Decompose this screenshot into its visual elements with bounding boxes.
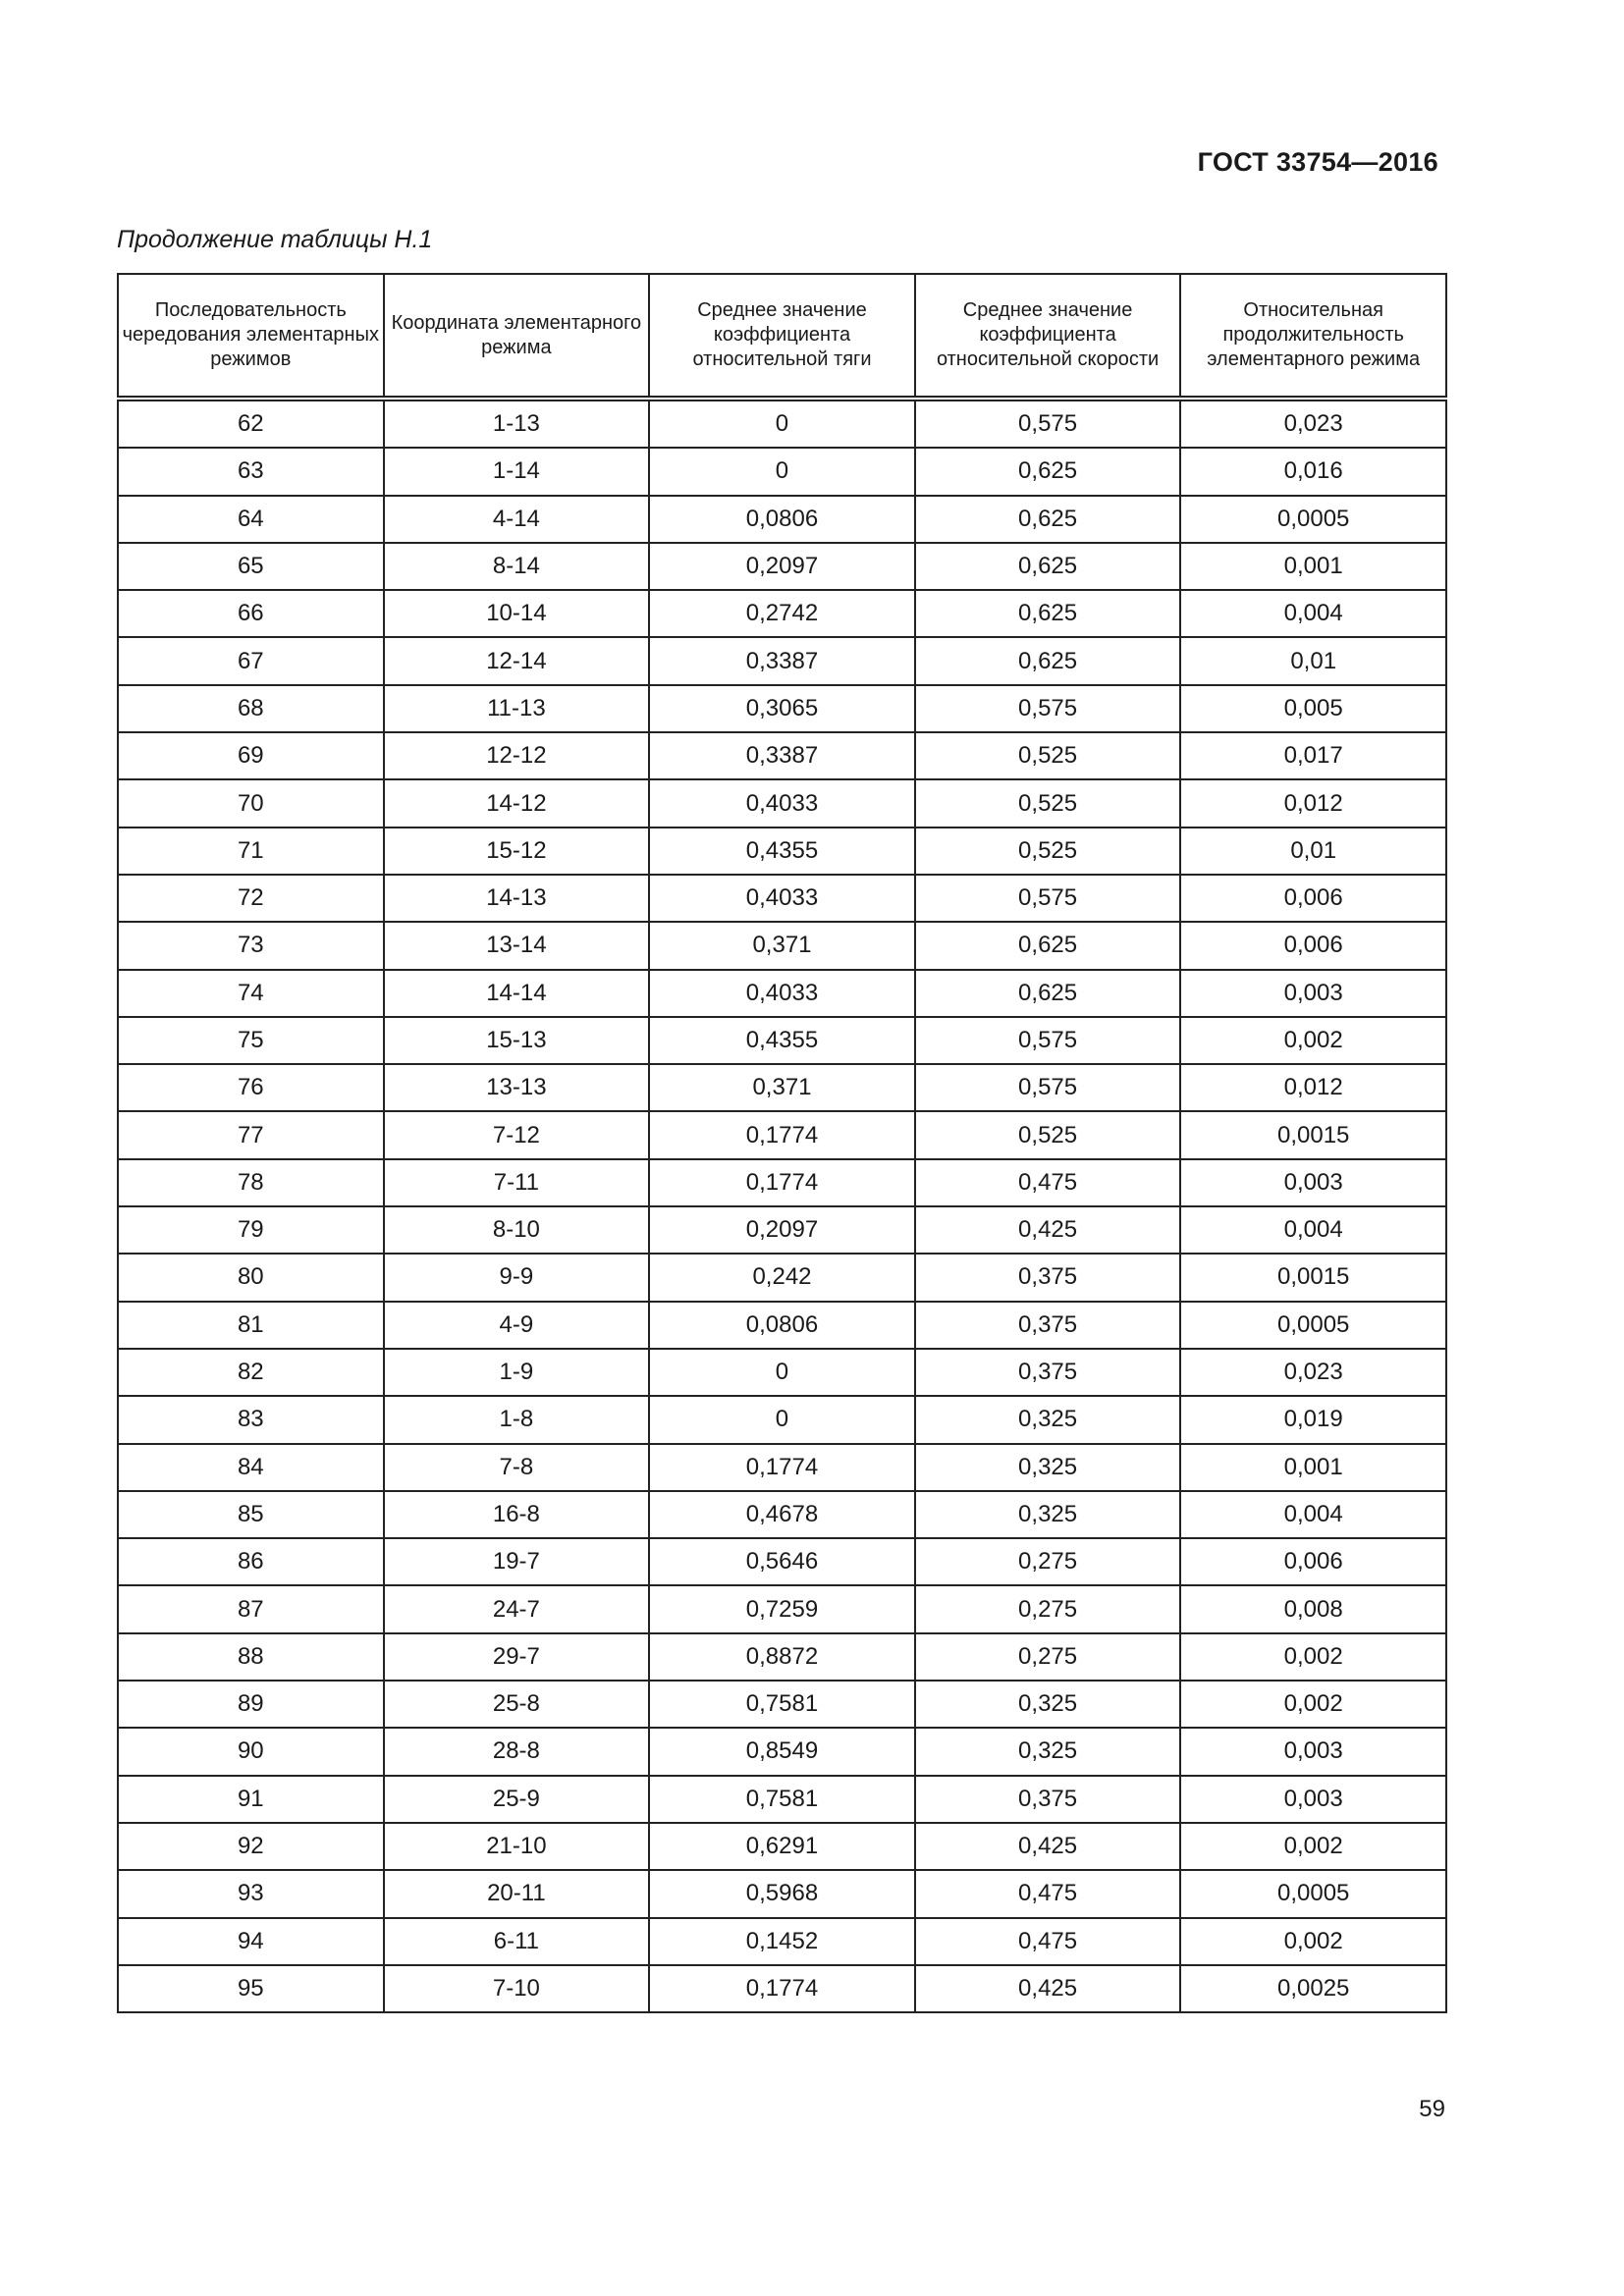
cell-speed: 0,375 <box>915 1302 1181 1349</box>
table-row <box>118 1585 1446 1632</box>
cell-speed: 0,425 <box>915 1965 1181 2012</box>
cell-duration: 0,004 <box>1180 590 1446 637</box>
cell-duration: 0,006 <box>1180 1538 1446 1585</box>
cell-thrust: 0,4033 <box>649 875 915 922</box>
cell-duration: 0,003 <box>1180 1776 1446 1823</box>
cell-thrust: 0,4678 <box>649 1491 915 1538</box>
cell-duration: 0,008 <box>1180 1585 1446 1632</box>
cell-thrust: 0,3387 <box>649 637 915 684</box>
table-row <box>118 1870 1446 1917</box>
cell-coordinate: 15-13 <box>384 1017 650 1064</box>
table-row <box>118 1823 1446 1870</box>
cell-coordinate: 1-9 <box>384 1349 650 1396</box>
cell-thrust: 0 <box>649 1396 915 1443</box>
cell-speed: 0,625 <box>915 543 1181 590</box>
cell-thrust: 0 <box>649 1349 915 1396</box>
cell-thrust: 0,7581 <box>649 1776 915 1823</box>
cell-sequence: 72 <box>118 875 384 922</box>
cell-speed: 0,575 <box>915 685 1181 732</box>
table-row <box>118 1918 1446 1965</box>
data-table <box>117 273 1447 2013</box>
cell-thrust: 0 <box>649 448 915 495</box>
cell-coordinate: 1-13 <box>384 399 650 448</box>
cell-speed: 0,625 <box>915 448 1181 495</box>
cell-duration: 0,0015 <box>1180 1111 1446 1158</box>
cell-coordinate: 7-12 <box>384 1111 650 1158</box>
cell-sequence: 75 <box>118 1017 384 1064</box>
cell-speed: 0,475 <box>915 1870 1181 1917</box>
cell-coordinate: 12-14 <box>384 637 650 684</box>
cell-thrust: 0,0806 <box>649 496 915 543</box>
table-row <box>118 1965 1446 2012</box>
cell-coordinate: 7-10 <box>384 1965 650 2012</box>
cell-duration: 0,002 <box>1180 1823 1446 1870</box>
page-number: 59 <box>1419 2096 1445 2122</box>
cell-thrust: 0,371 <box>649 922 915 969</box>
cell-sequence: 74 <box>118 970 384 1017</box>
table-header <box>118 274 1446 399</box>
cell-duration: 0,002 <box>1180 1918 1446 1965</box>
document-code: ГОСТ 33754—2016 <box>1197 147 1438 177</box>
cell-duration: 0,004 <box>1180 1206 1446 1254</box>
cell-thrust: 0,6291 <box>649 1823 915 1870</box>
table-row <box>118 1728 1446 1775</box>
cell-duration: 0,0005 <box>1180 1302 1446 1349</box>
cell-duration: 0,016 <box>1180 448 1446 495</box>
cell-duration: 0,001 <box>1180 1444 1446 1491</box>
cell-coordinate: 1-14 <box>384 448 650 495</box>
cell-speed: 0,325 <box>915 1396 1181 1443</box>
cell-sequence: 65 <box>118 543 384 590</box>
table-header-row <box>118 274 1446 399</box>
cell-coordinate: 13-13 <box>384 1064 650 1111</box>
cell-speed: 0,325 <box>915 1444 1181 1491</box>
column-header-relative-duration: Относительная продолжительность элементарного режима <box>1180 274 1446 399</box>
cell-sequence: 68 <box>118 685 384 732</box>
cell-speed: 0,375 <box>915 1254 1181 1301</box>
cell-coordinate: 21-10 <box>384 1823 650 1870</box>
cell-coordinate: 13-14 <box>384 922 650 969</box>
cell-duration: 0,006 <box>1180 875 1446 922</box>
cell-duration: 0,004 <box>1180 1491 1446 1538</box>
cell-thrust: 0,1774 <box>649 1444 915 1491</box>
cell-thrust: 0,4033 <box>649 779 915 827</box>
cell-speed: 0,525 <box>915 1111 1181 1158</box>
cell-speed: 0,625 <box>915 922 1181 969</box>
cell-duration: 0,01 <box>1180 828 1446 875</box>
cell-speed: 0,575 <box>915 399 1181 448</box>
cell-sequence: 78 <box>118 1159 384 1206</box>
table-caption: Продолжение таблицы Н.1 <box>117 226 433 253</box>
cell-coordinate: 12-12 <box>384 732 650 779</box>
cell-sequence: 89 <box>118 1681 384 1728</box>
cell-speed: 0,475 <box>915 1918 1181 1965</box>
table-row <box>118 399 1446 448</box>
cell-thrust: 0,2097 <box>649 543 915 590</box>
cell-thrust: 0,3065 <box>649 685 915 732</box>
cell-coordinate: 14-14 <box>384 970 650 1017</box>
cell-duration: 0,023 <box>1180 399 1446 448</box>
table-row <box>118 732 1446 779</box>
cell-duration: 0,0005 <box>1180 1870 1446 1917</box>
cell-sequence: 94 <box>118 1918 384 1965</box>
cell-coordinate: 20-11 <box>384 1870 650 1917</box>
cell-sequence: 92 <box>118 1823 384 1870</box>
cell-speed: 0,625 <box>915 970 1181 1017</box>
table-row <box>118 496 1446 543</box>
table-row <box>118 1302 1446 1349</box>
cell-thrust: 0,2097 <box>649 1206 915 1254</box>
cell-speed: 0,275 <box>915 1538 1181 1585</box>
cell-duration: 0,003 <box>1180 1159 1446 1206</box>
cell-duration: 0,0015 <box>1180 1254 1446 1301</box>
cell-coordinate: 7-11 <box>384 1159 650 1206</box>
column-header-speed-coefficient: Среднее значение коэффициента относительной скорости <box>915 274 1181 399</box>
cell-duration: 0,01 <box>1180 637 1446 684</box>
cell-coordinate: 15-12 <box>384 828 650 875</box>
cell-sequence: 84 <box>118 1444 384 1491</box>
cell-thrust: 0,4355 <box>649 1017 915 1064</box>
table-row <box>118 1349 1446 1396</box>
cell-thrust: 0,242 <box>649 1254 915 1301</box>
cell-coordinate: 8-10 <box>384 1206 650 1254</box>
cell-thrust: 0,4033 <box>649 970 915 1017</box>
cell-thrust: 0,5646 <box>649 1538 915 1585</box>
cell-sequence: 88 <box>118 1633 384 1681</box>
cell-coordinate: 14-13 <box>384 875 650 922</box>
cell-speed: 0,625 <box>915 496 1181 543</box>
cell-coordinate: 25-8 <box>384 1681 650 1728</box>
table-row <box>118 1633 1446 1681</box>
cell-speed: 0,275 <box>915 1585 1181 1632</box>
cell-coordinate: 19-7 <box>384 1538 650 1585</box>
cell-sequence: 93 <box>118 1870 384 1917</box>
cell-sequence: 95 <box>118 1965 384 2012</box>
cell-coordinate: 9-9 <box>384 1254 650 1301</box>
table-row <box>118 828 1446 875</box>
cell-sequence: 63 <box>118 448 384 495</box>
cell-speed: 0,275 <box>915 1633 1181 1681</box>
cell-coordinate: 11-13 <box>384 685 650 732</box>
cell-sequence: 87 <box>118 1585 384 1632</box>
cell-thrust: 0,1774 <box>649 1159 915 1206</box>
cell-coordinate: 16-8 <box>384 1491 650 1538</box>
cell-sequence: 90 <box>118 1728 384 1775</box>
cell-speed: 0,325 <box>915 1728 1181 1775</box>
cell-thrust: 0,1452 <box>649 1918 915 1965</box>
cell-thrust: 0,7581 <box>649 1681 915 1728</box>
cell-coordinate: 28-8 <box>384 1728 650 1775</box>
table-row <box>118 1681 1446 1728</box>
cell-duration: 0,012 <box>1180 1064 1446 1111</box>
cell-speed: 0,325 <box>915 1491 1181 1538</box>
cell-speed: 0,425 <box>915 1206 1181 1254</box>
table-row <box>118 1776 1446 1823</box>
cell-thrust: 0,1774 <box>649 1111 915 1158</box>
table-row <box>118 1159 1446 1206</box>
cell-thrust: 0,0806 <box>649 1302 915 1349</box>
cell-speed: 0,475 <box>915 1159 1181 1206</box>
cell-sequence: 76 <box>118 1064 384 1111</box>
column-header-sequence: Последовательность чередования элементарных режимов <box>118 274 384 399</box>
cell-duration: 0,012 <box>1180 779 1446 827</box>
cell-thrust: 0,371 <box>649 1064 915 1111</box>
cell-sequence: 81 <box>118 1302 384 1349</box>
table-body <box>118 399 1446 2012</box>
cell-duration: 0,017 <box>1180 732 1446 779</box>
cell-coordinate: 4-14 <box>384 496 650 543</box>
cell-coordinate: 25-9 <box>384 1776 650 1823</box>
cell-thrust: 0,8872 <box>649 1633 915 1681</box>
cell-thrust: 0,1774 <box>649 1965 915 2012</box>
table-row <box>118 875 1446 922</box>
cell-coordinate: 14-12 <box>384 779 650 827</box>
cell-coordinate: 1-8 <box>384 1396 650 1443</box>
table-row <box>118 779 1446 827</box>
cell-duration: 0,002 <box>1180 1633 1446 1681</box>
table-row <box>118 1538 1446 1585</box>
cell-duration: 0,002 <box>1180 1681 1446 1728</box>
cell-thrust: 0 <box>649 399 915 448</box>
cell-duration: 0,003 <box>1180 970 1446 1017</box>
cell-speed: 0,575 <box>915 1017 1181 1064</box>
cell-speed: 0,425 <box>915 1823 1181 1870</box>
cell-sequence: 79 <box>118 1206 384 1254</box>
table-row <box>118 1444 1446 1491</box>
cell-speed: 0,525 <box>915 732 1181 779</box>
cell-coordinate: 4-9 <box>384 1302 650 1349</box>
cell-coordinate: 7-8 <box>384 1444 650 1491</box>
cell-sequence: 77 <box>118 1111 384 1158</box>
table-row <box>118 1491 1446 1538</box>
cell-duration: 0,0005 <box>1180 496 1446 543</box>
table-row <box>118 590 1446 637</box>
cell-duration: 0,001 <box>1180 543 1446 590</box>
cell-duration: 0,005 <box>1180 685 1446 732</box>
cell-speed: 0,525 <box>915 828 1181 875</box>
cell-sequence: 91 <box>118 1776 384 1823</box>
cell-coordinate: 24-7 <box>384 1585 650 1632</box>
column-header-thrust-coefficient: Среднее значение коэффициента относительной тяги <box>649 274 915 399</box>
cell-sequence: 64 <box>118 496 384 543</box>
cell-sequence: 73 <box>118 922 384 969</box>
table-row <box>118 448 1446 495</box>
cell-duration: 0,019 <box>1180 1396 1446 1443</box>
cell-speed: 0,625 <box>915 637 1181 684</box>
table-row <box>118 970 1446 1017</box>
cell-speed: 0,575 <box>915 1064 1181 1111</box>
cell-sequence: 80 <box>118 1254 384 1301</box>
cell-thrust: 0,4355 <box>649 828 915 875</box>
cell-duration: 0,002 <box>1180 1017 1446 1064</box>
cell-coordinate: 6-11 <box>384 1918 650 1965</box>
table-row <box>118 685 1446 732</box>
cell-sequence: 66 <box>118 590 384 637</box>
cell-coordinate: 8-14 <box>384 543 650 590</box>
table-row <box>118 1064 1446 1111</box>
cell-thrust: 0,5968 <box>649 1870 915 1917</box>
cell-duration: 0,006 <box>1180 922 1446 969</box>
column-header-coordinate: Координата элементарного режима <box>384 274 650 399</box>
table-row <box>118 543 1446 590</box>
cell-sequence: 86 <box>118 1538 384 1585</box>
table-row <box>118 637 1446 684</box>
cell-sequence: 69 <box>118 732 384 779</box>
table-row <box>118 1206 1446 1254</box>
cell-sequence: 70 <box>118 779 384 827</box>
cell-thrust: 0,3387 <box>649 732 915 779</box>
cell-sequence: 71 <box>118 828 384 875</box>
cell-speed: 0,325 <box>915 1681 1181 1728</box>
cell-duration: 0,023 <box>1180 1349 1446 1396</box>
cell-duration: 0,0025 <box>1180 1965 1446 2012</box>
cell-speed: 0,625 <box>915 590 1181 637</box>
cell-sequence: 83 <box>118 1396 384 1443</box>
cell-speed: 0,375 <box>915 1349 1181 1396</box>
cell-thrust: 0,7259 <box>649 1585 915 1632</box>
cell-thrust: 0,2742 <box>649 590 915 637</box>
cell-coordinate: 10-14 <box>384 590 650 637</box>
cell-duration: 0,003 <box>1180 1728 1446 1775</box>
cell-sequence: 67 <box>118 637 384 684</box>
cell-sequence: 62 <box>118 399 384 448</box>
cell-speed: 0,375 <box>915 1776 1181 1823</box>
table-row <box>118 1396 1446 1443</box>
table-row <box>118 1254 1446 1301</box>
table-row <box>118 922 1446 969</box>
cell-sequence: 85 <box>118 1491 384 1538</box>
table-row <box>118 1111 1446 1158</box>
cell-speed: 0,575 <box>915 875 1181 922</box>
cell-speed: 0,525 <box>915 779 1181 827</box>
cell-thrust: 0,8549 <box>649 1728 915 1775</box>
table-row <box>118 1017 1446 1064</box>
cell-coordinate: 29-7 <box>384 1633 650 1681</box>
cell-sequence: 82 <box>118 1349 384 1396</box>
